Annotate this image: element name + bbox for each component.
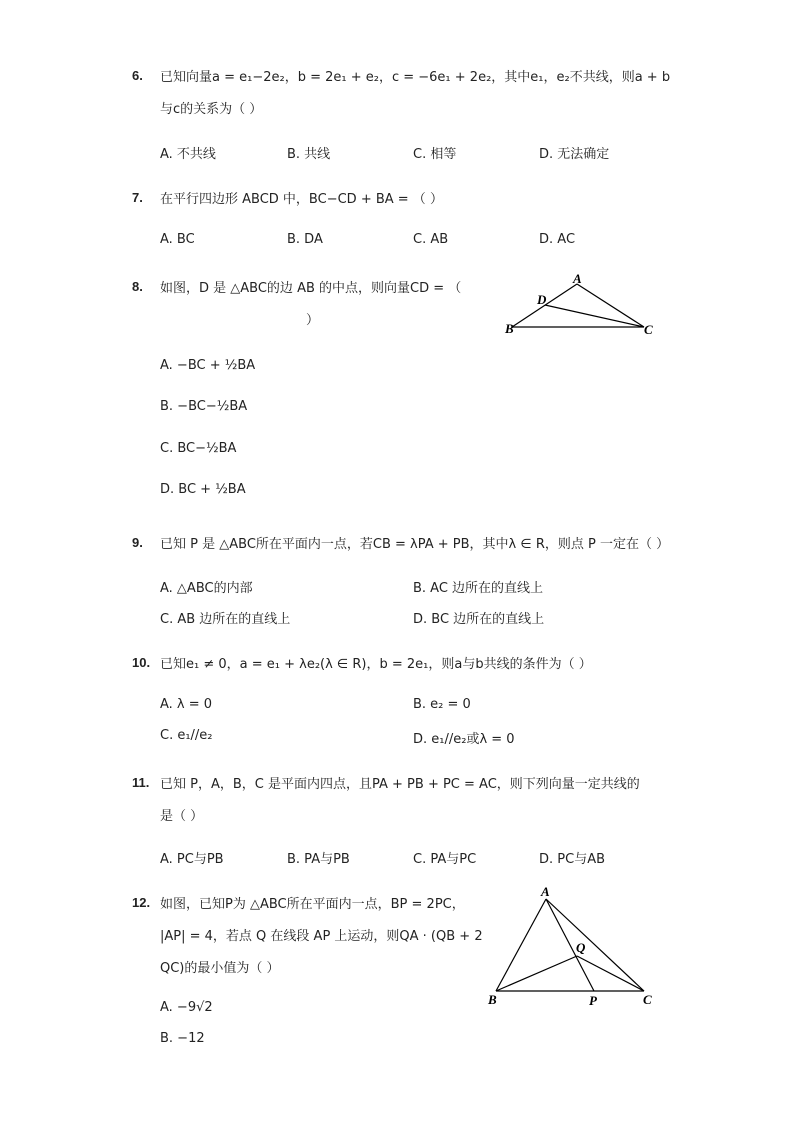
question-12-stem-line-2: |AP| = 4，若点 Q 在线段 AP 上运动，则QA · (QB + 2: [160, 929, 483, 944]
question-11-option-a[interactable]: A. PC与PB: [160, 852, 224, 867]
question-10-option-b[interactable]: B. e₂ = 0: [413, 697, 471, 712]
label-q: Q: [576, 940, 586, 955]
question-11-number: 11.: [132, 775, 150, 790]
question-7-option-a[interactable]: A. BC: [160, 232, 195, 247]
question-9-number: 9.: [132, 535, 143, 550]
triangle-side-ab: [496, 899, 546, 991]
triangle-side-ac: [546, 899, 644, 991]
question-11-stem-line-1: 已知 P，A，B，C 是平面内四点，且PA + PB + PC = AC，则下列向量一定共线的: [160, 777, 640, 792]
question-8-number: 8.: [132, 279, 143, 294]
segment-bq: [496, 956, 577, 991]
triangle-side-ac: [577, 284, 644, 327]
median-cd: [545, 305, 644, 327]
question-6-stem-line-1: 已知向量a = e₁−2e₂，b = 2e₁ + e₂，c = −6e₁ + 2e₂，其中e₁，e₂不共线，则a + b: [160, 70, 671, 85]
question-8-option-b[interactable]: B. −BC−½BA: [160, 399, 248, 414]
question-9-option-a[interactable]: A. △ABC的内部: [160, 581, 253, 596]
question-9-option-b[interactable]: B. AC 边所在的直线上: [413, 581, 544, 596]
question-6-number: 6.: [132, 68, 143, 83]
question-10-option-c[interactable]: C. e₁//e₂: [160, 728, 213, 743]
question-11-option-c[interactable]: C. PA与PC: [413, 852, 477, 867]
question-9-option-d[interactable]: D. BC 边所在的直线上: [413, 612, 545, 627]
question-10-option-d[interactable]: D. e₁//e₂或λ = 0: [413, 732, 515, 747]
question-12-number: 12.: [132, 895, 151, 910]
segment-qc: [577, 956, 644, 991]
question-8-option-c[interactable]: C. BC−½BA: [160, 441, 237, 456]
question-7-number: 7.: [132, 190, 143, 205]
label-a: A: [573, 271, 582, 286]
question-12-option-b[interactable]: B. −12: [160, 1031, 205, 1046]
question-7-stem: 在平行四边形 ABCD 中，BC−CD + BA = （ ）: [160, 192, 443, 207]
question-12-stem-line-3: QC)的最小值为（ ）: [160, 961, 280, 976]
question-6-option-c[interactable]: C. 相等: [413, 147, 457, 162]
question-6-stem-line-2: 与c的关系为（ ）: [160, 102, 263, 117]
label-p: P: [589, 993, 597, 1008]
question-12-triangle-figure: [482, 880, 662, 1015]
question-8-stem-line-1: 如图，D 是 △ABC的边 AB 的中点，则向量CD = （: [160, 281, 462, 296]
question-11-option-b[interactable]: B. PA与PB: [287, 852, 350, 867]
label-c: C: [643, 992, 652, 1007]
question-7-option-c[interactable]: C. AB: [413, 232, 449, 247]
question-10-option-a[interactable]: A. λ = 0: [160, 697, 213, 712]
question-8-option-d[interactable]: D. BC + ½BA: [160, 482, 246, 497]
label-b: B: [505, 321, 514, 336]
question-9-stem: 已知 P 是 △ABC所在平面内一点，若CB = λPA + PB，其中λ ∈ R，则点 P 一定在（ ）: [160, 537, 670, 552]
label-c: C: [644, 322, 653, 337]
question-7-option-d[interactable]: D. AC: [539, 232, 576, 247]
question-6-option-d[interactable]: D. 无法确定: [539, 147, 610, 162]
question-9-option-c[interactable]: C. AB 边所在的直线上: [160, 612, 291, 627]
question-12-stem-line-1: 如图，已知P为 △ABC所在平面内一点，BP = 2PC，: [160, 897, 465, 912]
label-b: B: [488, 992, 497, 1007]
question-11-stem-line-2: 是（ ）: [160, 809, 204, 824]
question-8-stem-line-2: ）: [306, 313, 320, 328]
question-6-option-b[interactable]: B. 共线: [287, 147, 331, 162]
question-6-option-a[interactable]: A. 不共线: [160, 147, 216, 162]
question-11-option-d[interactable]: D. PC与AB: [539, 852, 606, 867]
question-10-number: 10.: [132, 655, 151, 670]
question-7-option-b[interactable]: B. DA: [287, 232, 323, 247]
question-12-option-a[interactable]: A. −9√2: [160, 1000, 213, 1015]
label-d: D: [537, 292, 547, 307]
question-8-triangle-figure: [498, 270, 664, 340]
question-10-stem: 已知e₁ ≠ 0，a = e₁ + λe₂(λ ∈ R)，b = 2e₁，则a与b共线的条件为（ ）: [160, 657, 592, 672]
segment-ap: [546, 899, 594, 991]
label-a: A: [541, 884, 550, 899]
question-8-option-a[interactable]: A. −BC + ½BA: [160, 358, 256, 373]
